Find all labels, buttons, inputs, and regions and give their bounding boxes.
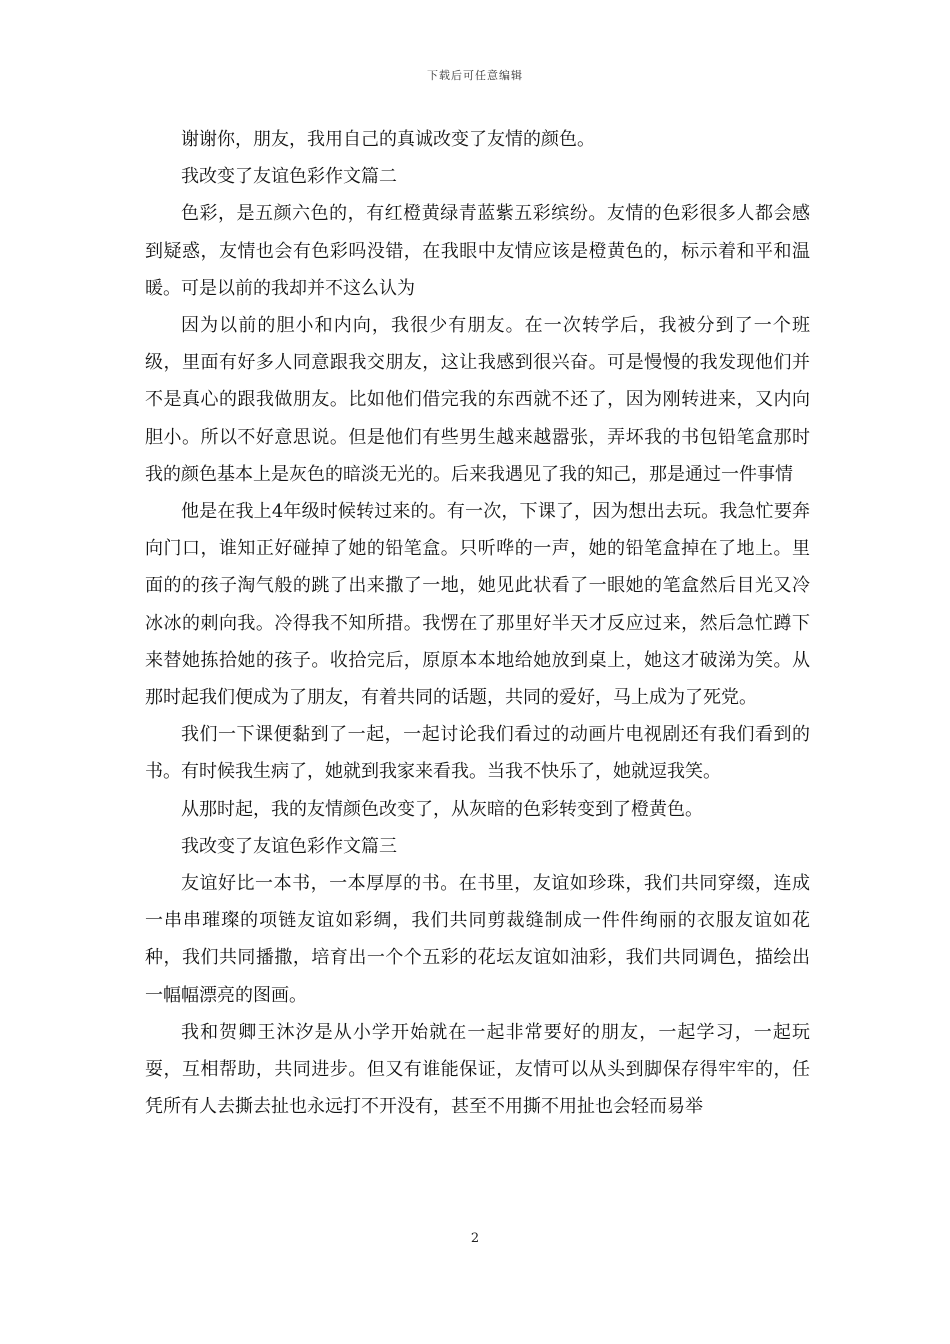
section-heading: 我改变了友谊色彩作文篇三 [181,835,397,857]
page-header: 下载后可任意编辑 [427,69,523,82]
paragraph: 我和贺卿王沐汐是从小学开始就在一起非常要好的朋友，一起学习，一起玩耍，互相帮助，共同进步。但又有谁能保证，友情可以从头到脚保存得牢牢的，任凭所有人去撕去扯也永远打不开没有，甚至不用撕不用扯也会轻而易举 [145,1021,810,1118]
paragraph: 色彩，是五颜六色的，有红橙黄绿青蓝紫五彩缤纷。友情的色彩很多人都会感到疑惑，友情也会有色彩吗没错，在我眼中友情应该是橙黄色的，标示着和平和温暖。可是以前的我却并不这么认为 [145,203,810,299]
paragraph: 我们一下课便黏到了一起，一起讨论我们看过的动画片电视剧还有我们看到的书。有时候我生病了，她就到我家来看我。当我不快乐了，她就逗我笑。 [145,724,810,783]
paragraph: 因为以前的胆小和内向，我很少有朋友。在一次转学后，我被分到了一个班级，里面有好多人同意跟我交朋友，这让我感到很兴奋。可是慢慢的我发现他们并不是真心的跟我做朋友。比如他们借完我的东西就不还了，因为刚转进来，又内向胆小。所以不好意思说。但是他们有些男生越来越嚣张，弄坏我的书包铅笔盒那时我的颜色基本上是灰色的暗淡无光的。后来我遇见了我的知己，那是通过一件事情 [145,315,810,485]
paragraph: 从那时起，我的友情颜色改变了，从灰暗的色彩转变到了橙黄色。 [181,798,703,820]
section-heading: 我改变了友谊色彩作文篇二 [181,166,397,188]
page-number: 2 [470,1231,480,1246]
paragraph: 谢谢你，朋友，我用自己的真诚改变了友情的颜色。 [181,129,595,150]
document-body [145,121,810,1125]
paragraph: 他是在我上4年级时候转过来的。有一次，下课了，因为想出去玩。我急忙要奔向门口，谁知正好碰掉了她的铅笔盒。只听哗的一声，她的铅笔盒掉在了地上。里面的的孩子淘气般的跳了出来撒了一地，她见此状看了一眼她的笔盒然后目光又冷冰冰的刺向我。冷得我不知所措。我愣在了那里好半天才反应过来，然后急忙蹲下来替她拣拾她的孩子。收拾完后，原原本本地给她放到桌上，她这才破涕为笑。从那时起我们便成为了朋友，有着共同的话题，共同的爱好，马上成为了死党。 [145,501,810,709]
paragraph: 友谊好比一本书，一本厚厚的书。在书里，友谊如珍珠，我们共同穿缀，连成一串串璀璨的项链友谊如彩绸，我们共同剪裁缝制成一件件绚丽的衣服友谊如花种，我们共同播撒，培育出一个个五彩的花坛友谊如油彩，我们共同调色，描绘出一幅幅漂亮的图画。 [145,873,810,1006]
